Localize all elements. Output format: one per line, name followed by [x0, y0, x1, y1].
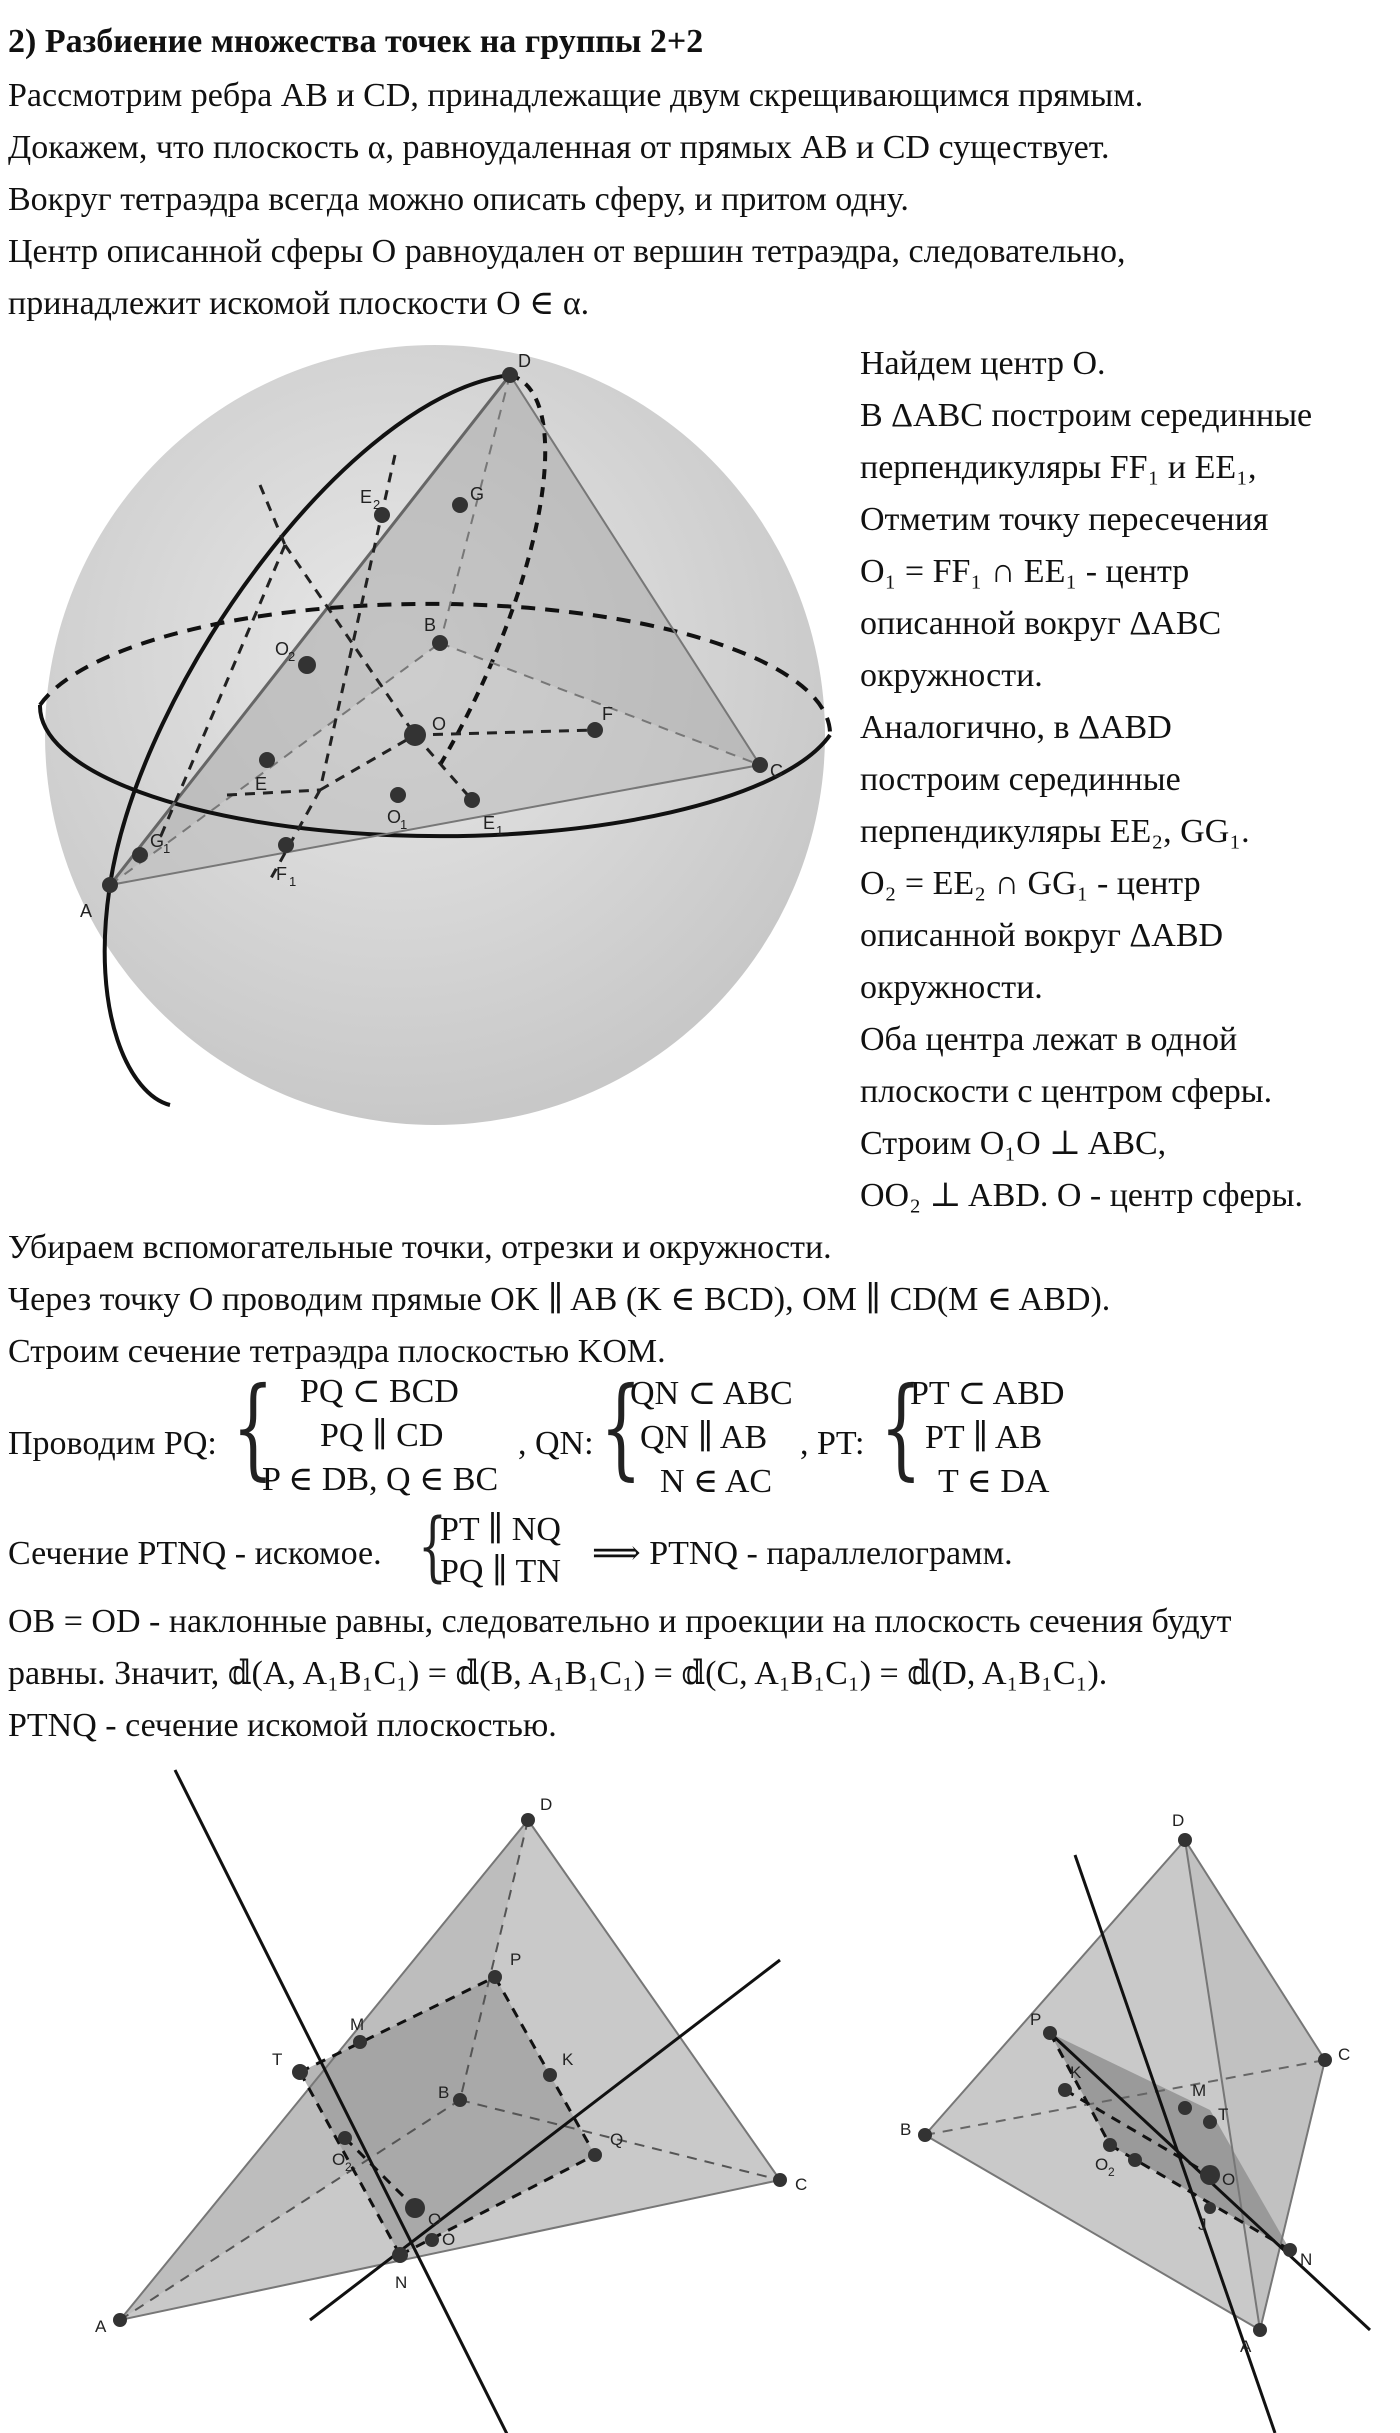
- brace: {: [232, 1363, 274, 1491]
- qn-cond: QN ⊂ ABC: [630, 1375, 793, 1412]
- intro-line: Вокруг тетраэдра всегда можно описать сферу, и притом одну.: [8, 181, 909, 218]
- point-q: [588, 2148, 602, 2162]
- point-o2: [338, 2131, 352, 2145]
- qn-cond: QN ∥ AB: [640, 1419, 768, 1456]
- pt-cond: PT ∥ AB: [925, 1419, 1043, 1456]
- label-a: A: [1240, 2337, 1252, 2356]
- point-o-small: [1128, 2153, 1142, 2167]
- section-cond: PQ ∥ TN: [440, 1553, 561, 1590]
- point-j: [1204, 2202, 1216, 2214]
- conclusion-line: OB = OD - наклонные равны, следовательно и проекции на плоскость сечения будут: [8, 1603, 1232, 1640]
- label-a: A: [80, 901, 93, 921]
- rcol-line: перпендикуляры EE₂, GG₁.: [860, 813, 1250, 850]
- label-o2: O: [332, 2150, 346, 2169]
- point-f1: [278, 837, 294, 853]
- intro-line: Рассмотрим ребра AB и CD, принадлежащие двум скрещивающимся прямым.: [8, 77, 1144, 114]
- point-m: [353, 2035, 367, 2049]
- brace: {: [418, 1501, 448, 1590]
- point-b: [453, 2093, 467, 2107]
- label-e2-sub: 2: [373, 497, 381, 512]
- label-b: B: [900, 2120, 912, 2139]
- label-g1-sub: 1: [163, 841, 171, 856]
- rcol-line: плоскости с центром сферы.: [860, 1073, 1273, 1110]
- point-n: [392, 2247, 408, 2263]
- pt-cond: PT ⊂ ABD: [910, 1375, 1065, 1412]
- qn-cond: N ∈ AC: [660, 1463, 773, 1500]
- rcol-line: перпендикуляры FF₁ и EE₁,: [860, 449, 1257, 486]
- rcol-line: окружности.: [860, 657, 1043, 694]
- rcol-line: Строим O₁O ⊥ ABC,: [860, 1125, 1167, 1162]
- point-p: [488, 1970, 502, 1984]
- rcol-line: Оба центра лежат в одной: [860, 1021, 1238, 1058]
- point-m: [1178, 2101, 1192, 2115]
- label-t: T: [1218, 2105, 1229, 2124]
- point-b: [432, 635, 448, 651]
- label-g: G: [470, 484, 485, 504]
- rcol-line: описанной вокруг ΔABC: [860, 605, 1222, 642]
- label-o1: O: [387, 807, 402, 827]
- intro-line: Центр описанной сферы O равноудален от вершин тетраэдра, следовательно,: [8, 233, 1126, 270]
- label-c: C: [770, 761, 783, 781]
- section-figure-left: [60, 1760, 830, 2433]
- pt-label: , PT:: [800, 1425, 865, 1462]
- label-b: B: [438, 2083, 450, 2102]
- point-t: [292, 2064, 308, 2080]
- point-o2: [298, 656, 316, 674]
- point-c: [773, 2173, 787, 2187]
- point-e1: [464, 792, 480, 808]
- label-b: B: [424, 615, 437, 635]
- point-c: [752, 757, 768, 773]
- point-o: [405, 2198, 425, 2218]
- label-o: O: [1222, 2170, 1236, 2189]
- label-n: N: [395, 2273, 408, 2292]
- label-o: O: [432, 714, 447, 734]
- label-q: Q: [610, 2130, 624, 2149]
- label-a: A: [95, 2317, 107, 2336]
- conclusion-line: PTNQ - сечение искомой плоскостью.: [8, 1707, 557, 1744]
- label-d: D: [540, 1795, 553, 1814]
- label-f: F: [602, 704, 613, 724]
- label-p: P: [510, 1950, 522, 1969]
- label-c: C: [1338, 2045, 1351, 2064]
- rcol-line: В ΔABC построим серединные: [860, 397, 1313, 434]
- brace: {: [880, 1363, 922, 1491]
- pq-cond: PQ ⊂ BCD: [300, 1373, 459, 1410]
- label-m: M: [1192, 2081, 1207, 2100]
- body-line: Строим сечение тетраэдра плоскостью KOM.: [8, 1333, 666, 1370]
- point-o2: [1103, 2138, 1117, 2152]
- point-o1: [390, 787, 406, 803]
- rcol-line: описанной вокруг ΔABD: [860, 917, 1224, 954]
- rcol-line: окружности.: [860, 969, 1043, 1006]
- label-o1-sub: 1: [400, 817, 408, 832]
- section-result: ⟹ PTNQ - параллелограмм.: [592, 1535, 1013, 1572]
- label-o2: O: [1095, 2155, 1109, 2174]
- brace: {: [600, 1363, 642, 1491]
- section-figure-right: [880, 1760, 1390, 2433]
- section-lead: Сечение PTNQ - искомое.: [8, 1535, 382, 1572]
- pq-cond: P ∈ DB, Q ∈ BC: [262, 1461, 499, 1498]
- body-line: Убираем вспомогательные точки, отрезки и окружности.: [8, 1229, 832, 1266]
- point-g1: [132, 847, 148, 863]
- intro-line: Докажем, что плоскость α, равноудаленная от прямых AB и CD существует.: [8, 129, 1110, 166]
- sphere-figure: [20, 335, 850, 1135]
- point-c: [1318, 2053, 1332, 2067]
- intro-line: принадлежит искомой плоскости O ∈ α.: [8, 285, 590, 322]
- label-d: D: [1172, 1811, 1185, 1830]
- rcol-line: O₁ = FF₁ ∩ EE₁ - центр: [860, 553, 1190, 590]
- label-e1-sub: 1: [496, 823, 504, 838]
- point-k: [1058, 2083, 1072, 2097]
- label-o1: O: [442, 2230, 456, 2249]
- label-j: J: [1198, 2215, 1207, 2234]
- label-f1: F: [276, 864, 287, 884]
- rcol-line: Отметим точку пересечения: [860, 501, 1269, 538]
- point-g: [452, 497, 468, 513]
- label-d: D: [518, 351, 531, 371]
- label-n: N: [1300, 2250, 1313, 2269]
- label-c: C: [795, 2175, 808, 2194]
- label-e1: E: [483, 813, 496, 833]
- body-line: Через точку O проводим прямые OK ∥ AB (K ∈ BCD), OM ∥ CD(M ∈ ABD).: [8, 1281, 1111, 1318]
- label-g1: G: [150, 831, 165, 851]
- label-t: T: [272, 2050, 283, 2069]
- point-o: [404, 724, 426, 746]
- point-d: [502, 367, 518, 383]
- label-p: P: [1030, 2010, 1042, 2029]
- rcol-line: Найдем центр O.: [860, 345, 1106, 382]
- pt-cond: T ∈ DA: [938, 1463, 1050, 1500]
- pq-cond: PQ ∥ CD: [320, 1417, 444, 1454]
- label-k: K: [1070, 2063, 1082, 2082]
- rcol-line: O₂ = EE₂ ∩ GG₁ - центр: [860, 865, 1201, 902]
- rcol-line: OO₂ ⊥ ABD. O - центр сферы.: [860, 1177, 1303, 1214]
- point-e: [259, 752, 275, 768]
- section-title: 2) Разбиение множества точек на группы 2+2: [8, 23, 704, 60]
- point-a: [102, 877, 118, 893]
- point-a: [113, 2313, 127, 2327]
- point-p: [1043, 2026, 1057, 2040]
- point-a: [1253, 2323, 1267, 2337]
- label-k: K: [562, 2050, 574, 2069]
- conclusion-line: равны. Значит, 𝕕(A, A₁B₁C₁) = 𝕕(B, A₁B₁C₁) = 𝕕(C, A₁B₁C₁) = 𝕕(D, A₁B₁C₁).: [8, 1655, 1108, 1692]
- qn-label: , QN:: [518, 1425, 594, 1462]
- point-o1: [425, 2233, 439, 2247]
- rcol-line: Аналогично, в ΔABD: [860, 709, 1172, 746]
- point-d: [1178, 1833, 1192, 1847]
- label-e2: E: [360, 487, 373, 507]
- label-o: O: [428, 2210, 442, 2229]
- system-lead: Проводим PQ:: [8, 1425, 217, 1462]
- label-e: E: [255, 774, 268, 794]
- label-f1-sub: 1: [289, 874, 297, 889]
- point-b: [918, 2128, 932, 2142]
- point-t: [1203, 2115, 1217, 2129]
- point-d: [521, 1813, 535, 1827]
- right-column: [860, 338, 1390, 1222]
- label-o2-sub: 2: [345, 2160, 352, 2174]
- label-o2: O: [275, 639, 290, 659]
- label-o2-sub: 2: [1108, 2165, 1115, 2179]
- rcol-line: построим серединные: [860, 761, 1181, 798]
- point-n: [1283, 2243, 1297, 2257]
- point-f: [587, 722, 603, 738]
- label-m: M: [350, 2015, 365, 2034]
- label-o2-sub: 2: [288, 649, 296, 664]
- section-cond: PT ∥ NQ: [440, 1511, 561, 1548]
- point-o: [1200, 2165, 1220, 2185]
- point-k: [543, 2068, 557, 2082]
